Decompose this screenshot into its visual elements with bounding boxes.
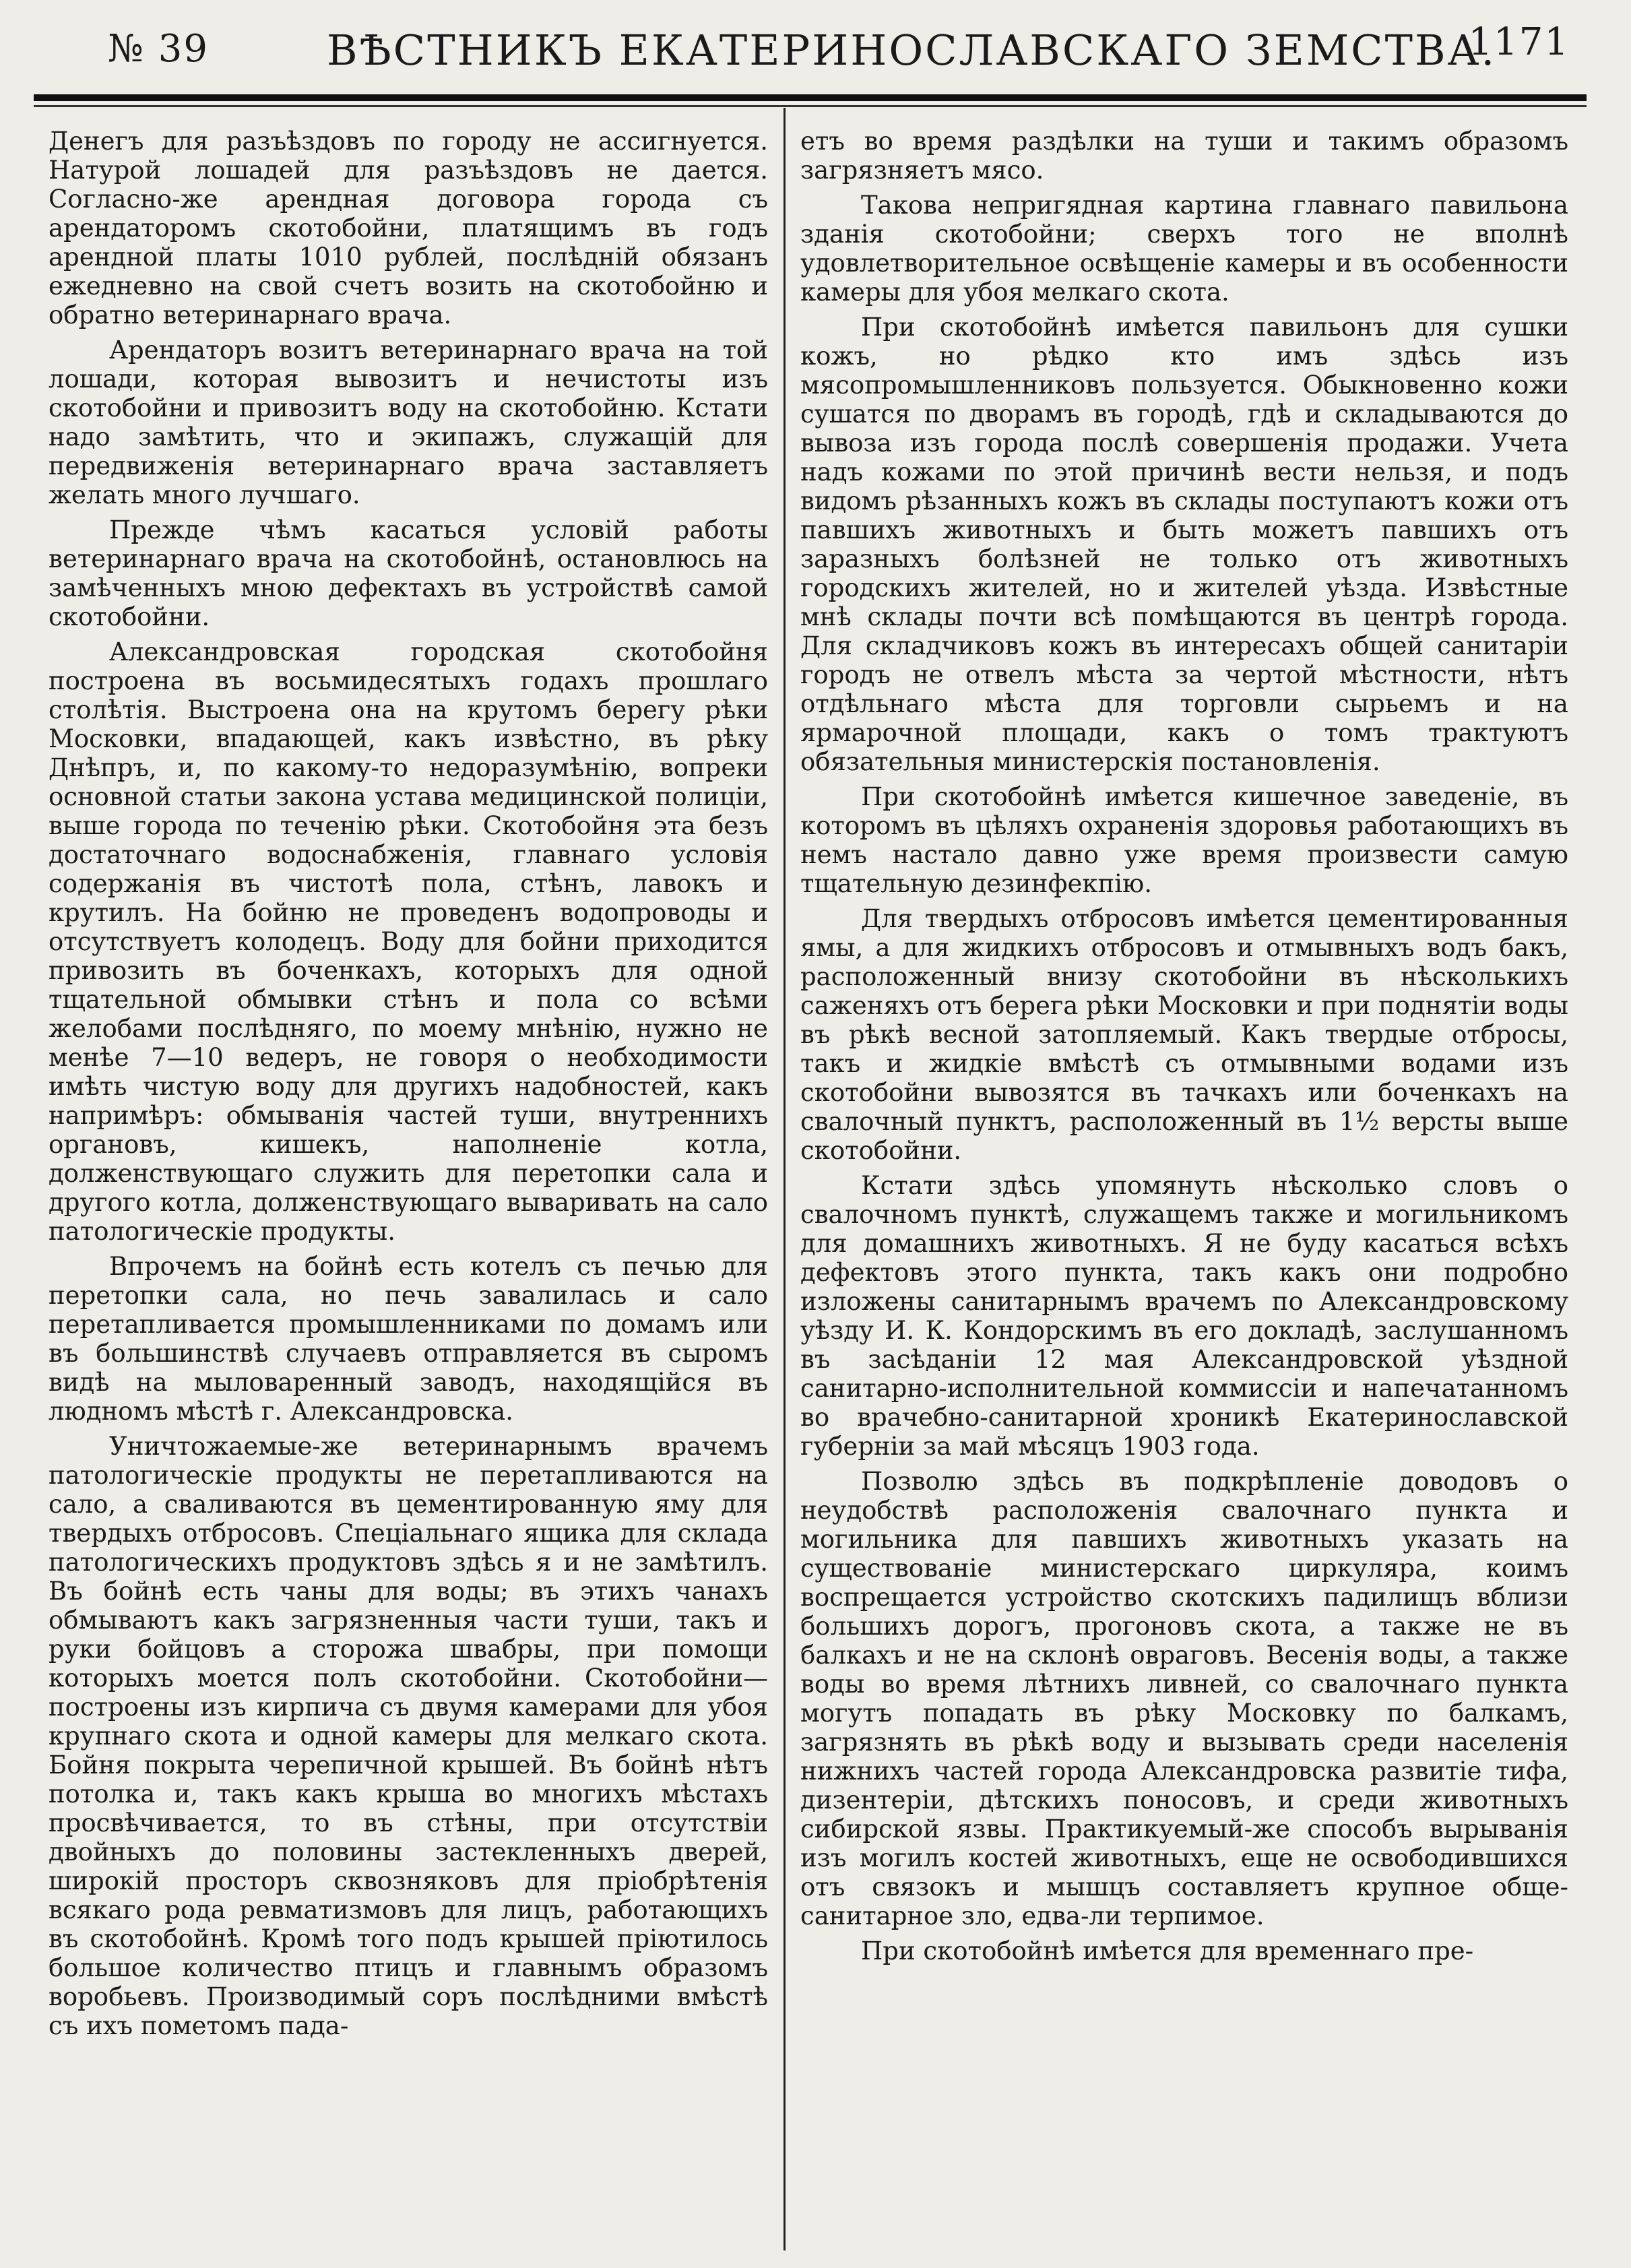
header-rule-thin bbox=[34, 105, 1587, 107]
journal-title: ВѢСТНИКЪ ЕКАТЕРИНОСЛАВСКАГО ЗЕМСТВА. bbox=[327, 26, 1497, 75]
paragraph: Денегъ для разъѣздовъ по городу не ассигнуется. Натурой лошадей для разъѣздовъ не дается. Согласно-же арендная договора города съ арендаторомъ скотобойни, платящимъ въ годъ арендной платы 1010 рублей, послѣдній обязанъ ежедневно на свой счетъ возить на скотобойню и обратно ветеринарнаго врача. bbox=[49, 127, 768, 329]
paragraph: Кстати здѣсь упомянуть нѣсколько словъ о свалочномъ пунктѣ, служащемъ также и могильникомъ для домашнихъ животныхъ. Я не буду касаться всѣхъ дефектовъ этого пункта, такъ какъ они подробно изложены санитарнымъ врачемъ по Александровскому уѣзду И. К. Кондорскимъ въ его докладѣ, заслушанномъ въ засѣданіи 12 мая Александровской уѣздной санитарно-исполнительной коммиссіи и напечатанномъ во врачебно-санитарной хроникѣ Екатеринославской губерніи за май мѣсяцъ 1903 года. bbox=[800, 1171, 1568, 1461]
paragraph: При скотобойнѣ имѣется павильонъ для сушки кожъ, но рѣдко кто имъ здѣсь изъ мясопромышленниковъ пользуется. Обыкновенно кожи сушатся по дворамъ въ городѣ, гдѣ и складываются до вывоза изъ города послѣ совершенія продажи. Учета надъ кожами по этой причинѣ вести нельзя, и подъ видомъ рѣзанныхъ кожъ въ склады поступаютъ кожи отъ павшихъ животныхъ и быть можетъ павшихъ отъ заразныхъ болѣзней не только отъ животныхъ городскихъ жителей, но и жителей уѣзда. Извѣстные мнѣ склады почти всѣ помѣщаются въ центрѣ города. Для складчиковъ кожъ въ интересахъ общей санитаріи городъ не отвелъ мѣста за чертой мѣстности, нѣтъ отдѣльнаго мѣста для торговли сырьемъ и на ярмарочной площади, какъ о томъ трактуютъ обязательныя министерскія постановленія. bbox=[800, 313, 1568, 776]
paragraph: Для твердыхъ отбросовъ имѣется цементированныя ямы, а для жидкихъ отбросовъ и отмывныхъ водъ бакъ, расположенный внизу скотобойни въ нѣсколькихъ саженяхъ отъ берега рѣки Московки и при поднятіи воды въ рѣкѣ весной затопляемый. Какъ твердые отбросы, такъ и жидкіе вмѣстѣ съ отмывными водами изъ скотобойни вывозятся въ тачкахъ или боченкахъ на свалочный пунктъ, расположенный въ 1½ версты выше скотобойни. bbox=[800, 904, 1568, 1165]
paragraph: Позволю здѣсь въ подкрѣпленіе доводовъ о неудобствѣ расположенія свалочнаго пункта и могильника для павшихъ животныхъ указать на существованіе министерскаго циркуляра, коимъ воспрещается устройство скотскихъ падилищъ вблизи большихъ дорогъ, прогоновъ скота, а также не въ балкахъ и не на склонѣ овраговъ. Весенія воды, а также воды во время лѣтнихъ ливней, со свалочнаго пункта могутъ попадать въ рѣку Московку по балкамъ, загрязнять въ рѣкѣ воду и вызывать среди населенія нижнихъ частей города Александровска развитіе тифа, дизентеріи, дѣтскихъ поносовъ, и среди животныхъ сибирской язвы. Практикуемый-же способъ вырыванія изъ могилъ костей животныхъ, еще не освободившихся отъ связокъ и мышцъ составляетъ крупное обще-санитарное зло, едва-ли терпимое. bbox=[800, 1467, 1568, 1930]
page-number: 1171 bbox=[1468, 20, 1570, 64]
paragraph: Прежде чѣмъ касаться условій работы ветеринарнаго врача на скотобойнѣ, остановлюсь на замѣченныхъ мною дефектахъ въ устройствѣ самой скотобойни. bbox=[49, 515, 768, 631]
column-divider bbox=[783, 108, 786, 2250]
paragraph: Такова непригядная картина главнаго павильона зданія скотобойни; сверхъ того не вполнѣ удовлетворительное освѣщеніе камеры и въ особенности камеры для убоя мелкаго скота. bbox=[800, 191, 1568, 307]
paragraph: Уничтожаемые-же ветеринарнымъ врачемъ патологическіе продукты не перетапливаются на сало, а сваливаются въ цементированную яму для твердыхъ отбросовъ. Спеціальнаго ящика для склада патологическихъ продуктовъ здѣсь я и не замѣтилъ. Въ бойнѣ есть чаны для воды; въ этихъ чанахъ обмываютъ какъ загрязненныя части туши, такъ и руки бойцовъ а сторожа швабры, при помощи которыхъ моется полъ скотобойни. Скотобойни—построены изъ кирпича съ двумя камерами для убоя крупнаго скота и одной камеры для мелкаго скота. Бойня покрыта черепичной крышей. Въ бойнѣ нѣтъ потолка и, такъ какъ крыша во многихъ мѣстахъ просвѣчивается, то въ стѣны, при отсутствіи двойныхъ до половины застекленныхъ дверей, широкій просторъ сквозняковъ для пріобрѣтенія всякаго рода ревматизмовъ для лицъ, работающихъ въ скотобойнѣ. Кромѣ того подъ крышей пріютилось большое количество птицъ и главнымъ образомъ воробьевъ. Производимый соръ послѣдними вмѣстѣ съ ихъ пометомъ пада- bbox=[49, 1432, 768, 2040]
page-header bbox=[94, 20, 1590, 81]
issue-number: № 39 bbox=[108, 27, 210, 71]
paragraph: При скотобойнѣ имѣется кишечное заведеніе, въ которомъ въ цѣляхъ охраненія здоровья работающихъ въ немъ настало давно уже время произвести самую тщательную дезинфекпію. bbox=[800, 782, 1568, 898]
paragraph: Арендаторъ возитъ ветеринарнаго врача на той лошади, которая вывозитъ и нечистоты изъ скотобойни и привозитъ воду на скотобойню. Кстати надо замѣтить, что и экипажъ, служащій для передвиженія ветеринарнаго врача заставляетъ желать много лучшаго. bbox=[49, 336, 768, 509]
left-column bbox=[49, 127, 768, 2249]
paragraph: Впрочемъ на бойнѣ есть котелъ съ печью для перетопки сала, но печь завалилась и сало перетапливается промышленниками по домамъ или въ большинствѣ случаевъ отправляется въ сыромъ видѣ на мыловаренный заводъ, находящійся въ людномъ мѣстѣ г. Александровска. bbox=[49, 1252, 768, 1426]
right-column bbox=[800, 127, 1568, 2249]
paragraph: етъ во время раздѣлки на туши и такимъ образомъ загрязняетъ мясо. bbox=[800, 127, 1568, 185]
paragraph: При скотобойнѣ имѣется для временнаго пре- bbox=[861, 1936, 1474, 1965]
header-rule bbox=[34, 94, 1587, 101]
paragraph: Александровская городская скотобойня построена въ восьмидесятыхъ годахъ прошлаго столѣтія. Выстроена она на крутомъ берегу рѣки Московки, впадающей, какъ извѣстно, въ рѣку Днѣпръ, и, по какому-то недоразумѣнію, вопреки основной статьи закона устава медицинской полиціи, выше города по теченію рѣки. Скотобойня эта безъ достаточнаго водоснабженія, главнаго условія содержанія въ чистотѣ пола, стѣнъ, лавокъ и крутилъ. На бойню не проведенъ водопроводы и отсутствуетъ колодецъ. Воду для бойни приходится привозить въ боченкахъ, которыхъ для одной тщательной обмывки стѣнъ и пола со всѣми желобами послѣдняго, по моему мнѣнію, нужно не менѣе 7—10 ведеръ, не говоря о необходимости имѣть чистую воду для другихъ надобностей, какъ напримѣръ: обмыванія частей туши, внутреннихъ органовъ, кишекъ, наполненіе котла, долженствующаго служить для перетопки сала и другого котла, долженствующаго вываривать на сало патологическіе продукты. bbox=[49, 637, 768, 1246]
